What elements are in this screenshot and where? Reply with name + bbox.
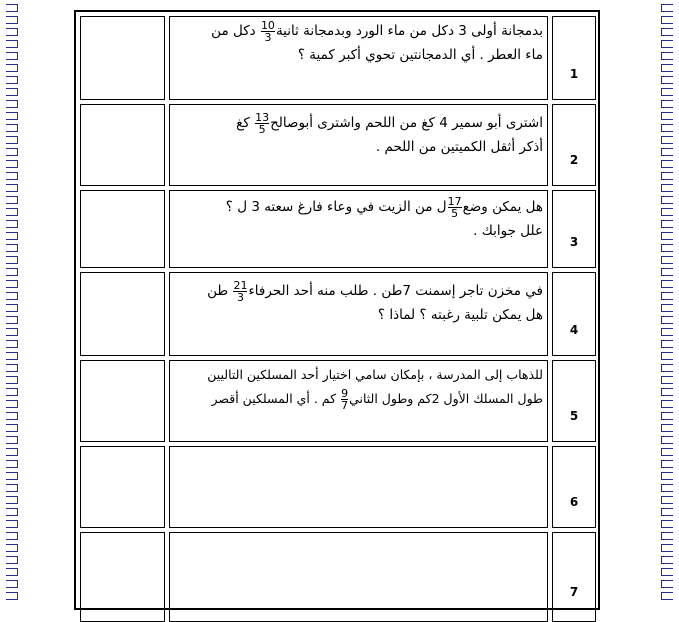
border-segment xyxy=(6,364,18,372)
row-number: 3 xyxy=(552,190,596,268)
fraction: $\frac{21}{3}$ xyxy=(233,278,248,304)
border-segment xyxy=(6,196,18,204)
table-row xyxy=(80,104,596,186)
border-segment xyxy=(6,400,18,408)
question-cell xyxy=(169,104,548,186)
border-segment xyxy=(661,388,673,396)
border-segment xyxy=(661,520,673,528)
border-segment xyxy=(661,52,673,60)
answer-cell[interactable] xyxy=(80,272,165,356)
question-line: هل يمكن تلبية رغبته ؟ لماذا ؟ xyxy=(377,307,543,323)
question-cell xyxy=(169,360,548,442)
border-segment xyxy=(661,136,673,144)
border-segment xyxy=(6,124,18,132)
question-cell[interactable] xyxy=(169,532,548,622)
exercise-table xyxy=(74,10,600,610)
row-number: 2 xyxy=(552,104,596,186)
table-row xyxy=(80,532,596,622)
question-cell xyxy=(169,272,548,356)
question-line: أذكر أثقل الكميتين من اللحم . xyxy=(375,139,543,155)
border-segment xyxy=(6,4,18,12)
fraction: $\frac{10}{3}$ xyxy=(260,18,275,44)
answer-cell[interactable] xyxy=(80,360,165,442)
border-segment xyxy=(661,472,673,480)
border-segment xyxy=(661,352,673,360)
border-segment xyxy=(661,196,673,204)
border-segment xyxy=(661,184,673,192)
border-segment xyxy=(6,280,18,288)
fraction: $\frac{9}{7}$ xyxy=(341,387,349,412)
answer-cell[interactable] xyxy=(80,532,165,622)
question-cell[interactable] xyxy=(169,446,548,528)
border-segment xyxy=(6,304,18,312)
table-row xyxy=(80,190,596,268)
border-segment xyxy=(6,208,18,216)
border-segment xyxy=(661,64,673,72)
border-segment xyxy=(6,148,18,156)
border-segment xyxy=(6,268,18,276)
border-segment xyxy=(661,328,673,336)
fraction: $\frac{17}{5}$ xyxy=(447,194,462,220)
border-segment xyxy=(6,64,18,72)
border-segment xyxy=(661,568,673,576)
border-segment xyxy=(661,112,673,120)
border-segment xyxy=(6,292,18,300)
border-segment xyxy=(6,316,18,324)
row-number: 4 xyxy=(552,272,596,356)
border-segment xyxy=(661,292,673,300)
border-segment xyxy=(661,424,673,432)
border-segment xyxy=(661,16,673,24)
border-segment xyxy=(6,328,18,336)
border-segment xyxy=(661,4,673,12)
border-segment xyxy=(6,16,18,24)
answer-cell[interactable] xyxy=(80,104,165,186)
border-segment xyxy=(661,76,673,84)
border-segment xyxy=(661,364,673,372)
border-segment xyxy=(661,400,673,408)
border-segment xyxy=(6,52,18,60)
border-segment xyxy=(661,208,673,216)
border-segment xyxy=(6,172,18,180)
table-row xyxy=(80,16,596,100)
border-segment xyxy=(6,436,18,444)
border-segment xyxy=(661,88,673,96)
border-segment xyxy=(661,376,673,384)
border-segment xyxy=(6,112,18,120)
border-segment xyxy=(6,160,18,168)
question-line: اشترى أبو سمير 4 كغ من اللحم واشترى أبوصالح $\frac{13}{5}$ كغ xyxy=(236,110,543,136)
border-segment xyxy=(661,448,673,456)
border-segment xyxy=(661,556,673,564)
border-segment xyxy=(661,412,673,420)
border-segment xyxy=(661,232,673,240)
question-line: طول المسلك الأول 2كم وطول الثاني $\frac{9}{7}$ كم . أي المسلكين أقصر xyxy=(211,387,543,412)
border-segment xyxy=(6,88,18,96)
border-segment xyxy=(661,532,673,540)
question-line: هل يمكن وضع $\frac{17}{5}$ ل من الزيت في وعاء فارغ سعته 3 ل ؟ xyxy=(225,194,543,220)
border-segment xyxy=(661,580,673,588)
answer-cell[interactable] xyxy=(80,446,165,528)
decorative-border-right xyxy=(649,0,679,600)
border-segment xyxy=(6,460,18,468)
border-segment xyxy=(6,484,18,492)
border-segment xyxy=(6,448,18,456)
question-cell xyxy=(169,190,548,268)
border-segment xyxy=(6,532,18,540)
border-segment xyxy=(661,340,673,348)
border-segment xyxy=(6,232,18,240)
table-row xyxy=(80,446,596,528)
border-segment xyxy=(661,496,673,504)
border-segment xyxy=(6,412,18,420)
border-segment xyxy=(6,592,18,600)
border-segment xyxy=(661,436,673,444)
border-segment xyxy=(6,40,18,48)
border-segment xyxy=(661,304,673,312)
answer-cell[interactable] xyxy=(80,16,165,100)
border-segment xyxy=(6,76,18,84)
border-segment xyxy=(6,220,18,228)
border-segment xyxy=(6,544,18,552)
border-segment xyxy=(661,220,673,228)
border-segment xyxy=(661,172,673,180)
border-segment xyxy=(6,28,18,36)
border-segment xyxy=(661,460,673,468)
fraction: $\frac{13}{5}$ xyxy=(255,110,270,136)
border-segment xyxy=(661,280,673,288)
border-segment xyxy=(6,100,18,108)
answer-cell[interactable] xyxy=(80,190,165,268)
border-segment xyxy=(6,496,18,504)
border-segment xyxy=(6,508,18,516)
border-segment xyxy=(661,544,673,552)
border-segment xyxy=(661,256,673,264)
row-number: 5 xyxy=(552,360,596,442)
border-segment xyxy=(661,268,673,276)
border-segment xyxy=(6,352,18,360)
row-number: 6 xyxy=(552,446,596,528)
border-segment xyxy=(661,40,673,48)
row-number: 1 xyxy=(552,16,596,100)
border-segment xyxy=(6,424,18,432)
question-line: في مخزن تاجر إسمنت 7طن . طلب منه أحد الحرفاء $\frac{21}{3}$ طن xyxy=(207,278,543,304)
question-line: علل جوابك . xyxy=(473,223,543,239)
border-segment xyxy=(6,520,18,528)
decorative-border-left xyxy=(0,0,30,600)
border-segment xyxy=(661,124,673,132)
question-cell xyxy=(169,16,548,100)
border-segment xyxy=(6,568,18,576)
border-segment xyxy=(6,580,18,588)
question-line: للذهاب إلى المدرسة ، بإمكان سامي اختيار أحد المسلكين التاليين xyxy=(207,367,543,382)
border-segment xyxy=(661,160,673,168)
border-segment xyxy=(6,376,18,384)
border-segment xyxy=(6,472,18,480)
border-segment xyxy=(6,340,18,348)
border-segment xyxy=(661,508,673,516)
border-segment xyxy=(6,388,18,396)
border-segment xyxy=(661,316,673,324)
question-line: بدمجانة أولى 3 دكل من ماء الورد وبدمجانة ثانية $\frac{10}{3}$ دكل من xyxy=(211,18,543,44)
table-row xyxy=(80,272,596,356)
border-segment xyxy=(6,136,18,144)
border-segment xyxy=(661,100,673,108)
border-segment xyxy=(661,148,673,156)
border-segment xyxy=(6,256,18,264)
border-segment xyxy=(6,556,18,564)
table-row xyxy=(80,360,596,442)
question-line: ماء العطر . أي الدمجانتين تحوي أكبر كمية ؟ xyxy=(297,47,543,63)
border-segment xyxy=(661,28,673,36)
border-segment xyxy=(6,184,18,192)
border-segment xyxy=(661,484,673,492)
row-number: 7 xyxy=(552,532,596,622)
border-segment xyxy=(661,244,673,252)
border-segment xyxy=(661,592,673,600)
border-segment xyxy=(6,244,18,252)
